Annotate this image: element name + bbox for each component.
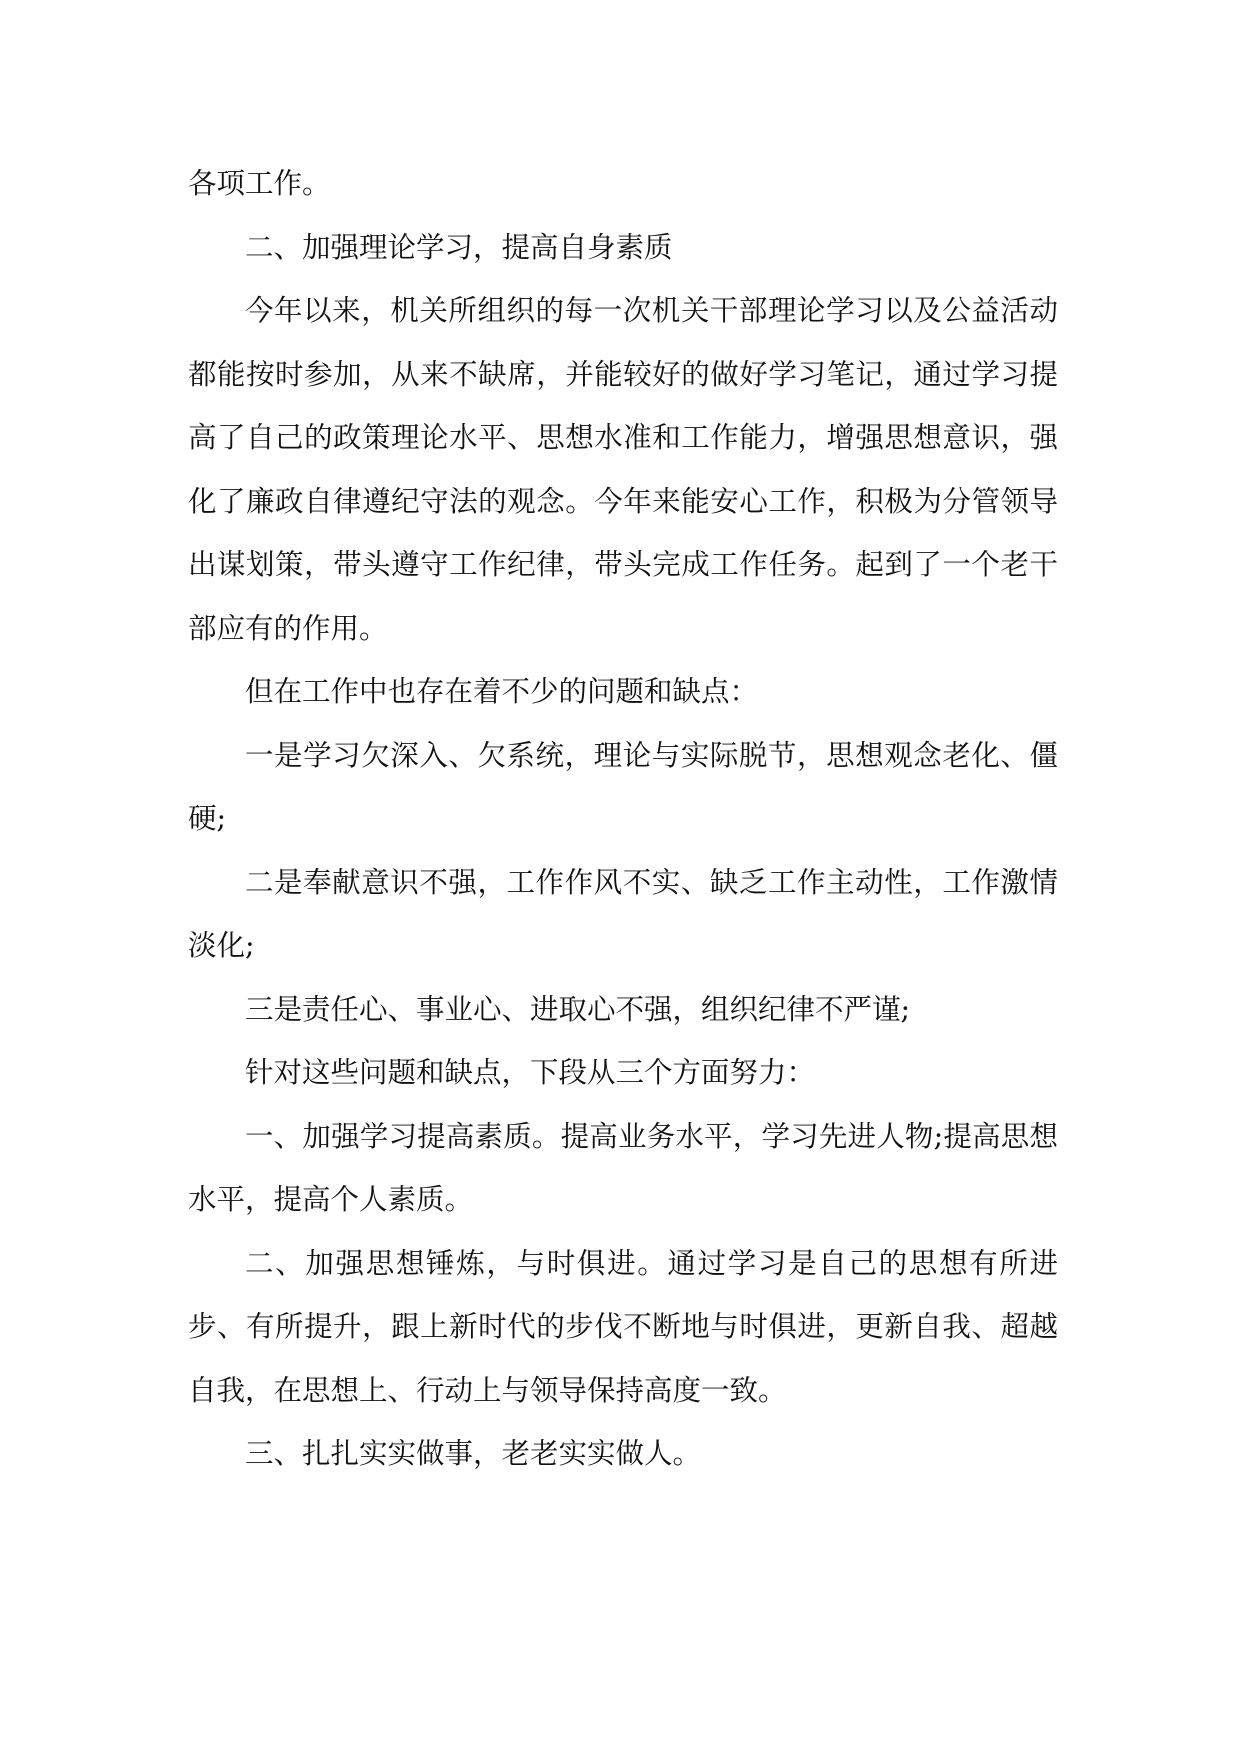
document-body xyxy=(188,152,1058,1486)
paragraph-improvement-intro: 针对这些问题和缺点，下段从三个方面努力： xyxy=(245,1056,816,1089)
paragraph-problems-intro: 但在工作中也存在着不少的问题和缺点： xyxy=(245,675,759,708)
paragraph-continuation: 各项工作。 xyxy=(188,167,331,200)
paragraph-study-summary: 今年以来，机关所组织的每一次机关干部理论学习以及公益活动都能按时参加，从来不缺席，并能较好的做好学习笔记，通过学习提高了自己的政策理论水平、思想水准和工作能力，增强思想意识，强化了廉政自律遵纪守法的观念。今年来能安心工作，积极为分管领导出谋划策，带头遵守工作纪律，带头完成工作任务。起到了一个老干部应有的作用。 xyxy=(188,294,1058,645)
problem-item-2: 二是奉献意识不强，工作作风不实、缺乏工作主动性，工作激情淡化; xyxy=(188,865,1058,962)
problem-item-1: 一是学习欠深入、欠系统，理论与实际脱节，思想观念老化、僵硬; xyxy=(188,738,1058,835)
improvement-item-2: 二、加强思想锤炼，与时俱进。通过学习是自己的思想有所进步、有所提升，跟上新时代的步伐不断地与时俱进，更新自我、超越自我，在思想上、行动上与领导保持高度一致。 xyxy=(188,1246,1058,1407)
improvement-item-1: 一、加强学习提高素质。提高业务水平，学习先进人物;提高思想水平，提高个人素质。 xyxy=(188,1119,1058,1216)
section-heading-theory-study: 二、加强理论学习，提高自身素质 xyxy=(245,230,673,264)
problem-item-3: 三是责任心、事业心、进取心不强，组织纪律不严谨; xyxy=(245,992,911,1026)
improvement-item-3: 三、扎扎实实做事，老老实实做人。 xyxy=(245,1437,702,1470)
